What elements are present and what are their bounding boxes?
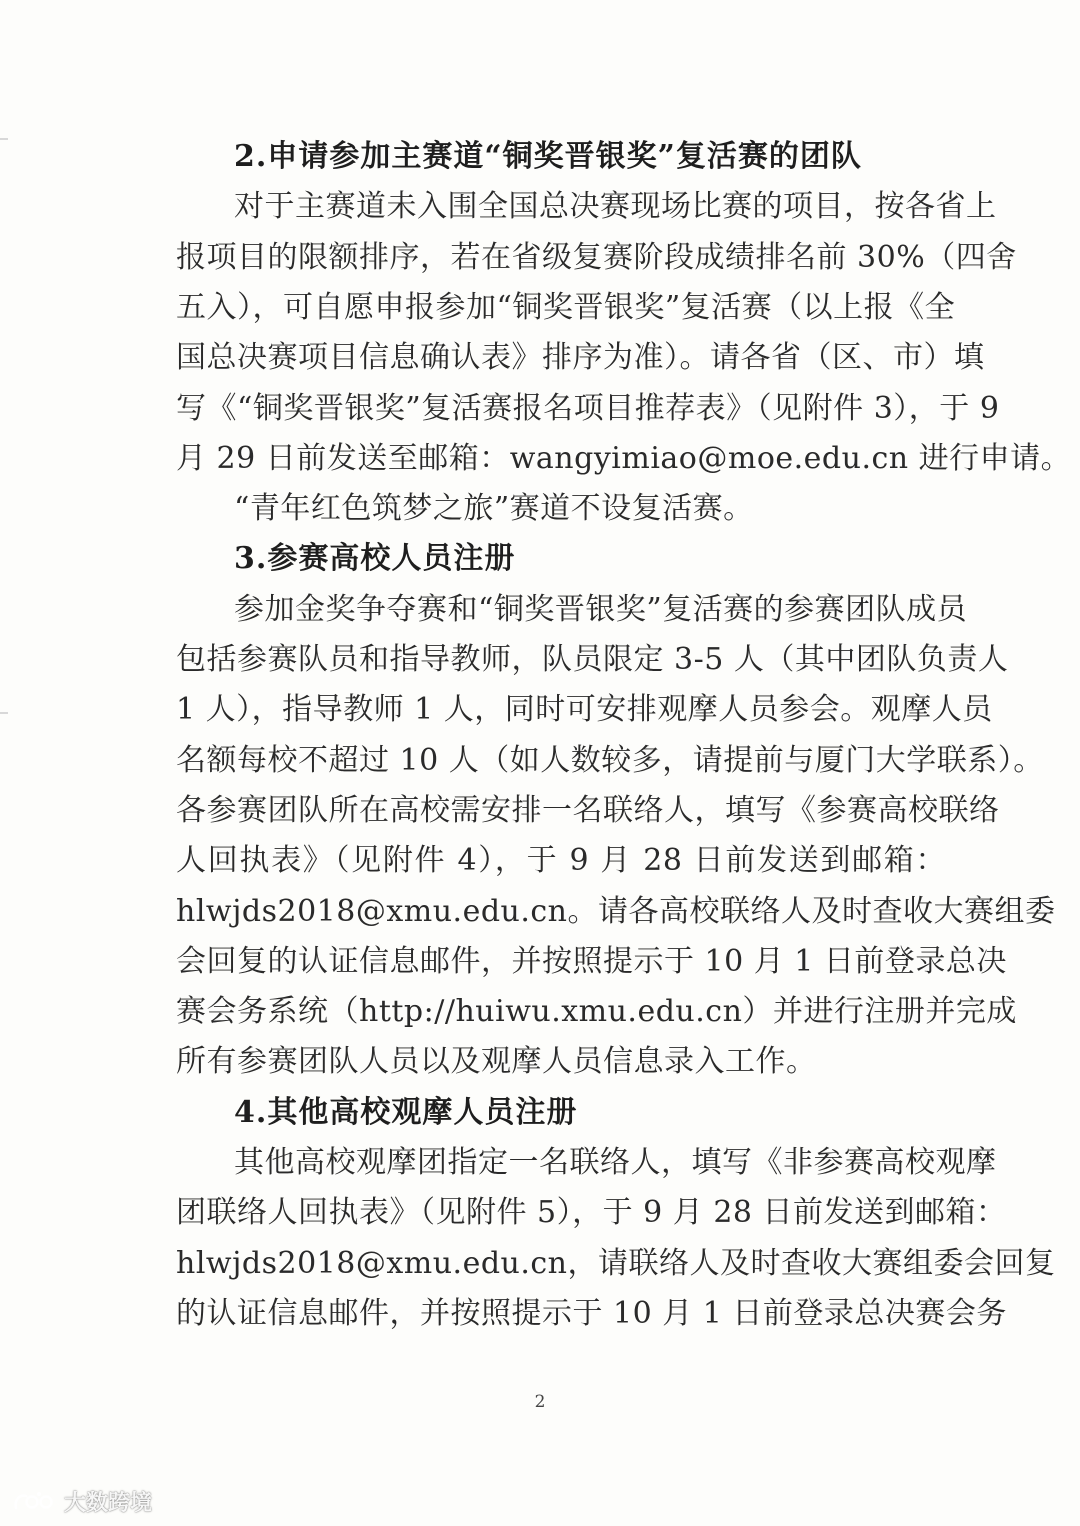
page-number: 2 xyxy=(534,1392,546,1412)
scan-mark xyxy=(0,712,8,714)
section-heading: 4.其他高校观摩人员注册 xyxy=(234,1094,578,1130)
paragraph-line: 五入），可自愿申报参加“铜奖晋银奖”复活赛（以上报《全 xyxy=(176,289,956,325)
paragraph-line: 的认证信息邮件，并按照提示于 10 月 1 日前登录总决赛会务 xyxy=(176,1295,1007,1331)
watermark xyxy=(12,1486,152,1516)
scan-mark xyxy=(0,138,8,140)
paragraph-line: 其他高校观摩团指定一名联络人，填写《非参赛高校观摩 xyxy=(234,1145,997,1180)
paragraph-line: 对于主赛道未入围全国总决赛现场比赛的项目，按各省上 xyxy=(234,189,997,225)
section-heading: 2.申请参加主赛道“铜奖晋银奖”复活赛的团队 xyxy=(234,139,862,174)
paragraph-line: 参加金奖争夺赛和“铜奖晋银奖”复活赛的参赛团队成员 xyxy=(234,591,968,627)
paragraph-line: “青年红色筑梦之旅”赛道不设复活赛。 xyxy=(234,491,754,527)
paragraph-line: hlwjds2018@xmu.edu.cn，请联络人及时查收大赛组委会回复 xyxy=(176,1245,1056,1281)
watermark-logo-icon xyxy=(12,1488,58,1514)
paragraph-line: 写《“铜奖晋银奖”复活赛报名项目推荐表》（见附件 3），于 9 xyxy=(176,390,1000,426)
paragraph-line: 团联络人回执表》（见附件 5），于 9 月 28 日前发送到邮箱： xyxy=(176,1195,1007,1231)
paragraph-line: hlwjds2018@xmu.edu.cn。请各高校联络人及时查收大赛组委 xyxy=(176,893,1056,929)
paragraph-line: 各参赛团队所在高校需安排一名联络人，填写《参赛高校联络 xyxy=(176,792,1000,828)
paragraph-line: 人回执表》（见附件 4），于 9 月 28 日前发送到邮箱： xyxy=(176,843,946,879)
paragraph-line: 1 人），指导教师 1 人，同时可安排观摩人员参会。观摩人员 xyxy=(176,692,993,728)
paragraph-line: 包括参赛队员和指导教师，队员限定 3-5 人（其中团队负责人 xyxy=(176,642,1009,677)
paragraph-line: 报项目的限额排序，若在省级复赛阶段成绩排名前 30%（四舍 xyxy=(176,239,1017,275)
paragraph-line: 赛会务系统（http://huiwu.xmu.edu.cn）并进行注册并完成 xyxy=(176,994,1017,1030)
paragraph-line: 月 29 日前发送至邮箱：wangyimiao@moe.edu.cn 进行申请。 xyxy=(176,440,1072,476)
paragraph-line: 所有参赛团队人员以及观摩人员信息录入工作。 xyxy=(176,1044,817,1080)
paragraph-line: 会回复的认证信息邮件，并按照提示于 10 月 1 日前登录总决 xyxy=(176,943,1007,979)
paragraph-line: 名额每校不超过 10 人（如人数较多，请提前与厦门大学联系）。 xyxy=(176,742,1044,778)
section-heading: 3.参赛高校人员注册 xyxy=(234,541,516,577)
watermark-text: 大数跨境 xyxy=(64,1490,153,1516)
paragraph-line: 国总决赛项目信息确认表》排序为准）。请各省（区、市）填 xyxy=(176,340,985,376)
